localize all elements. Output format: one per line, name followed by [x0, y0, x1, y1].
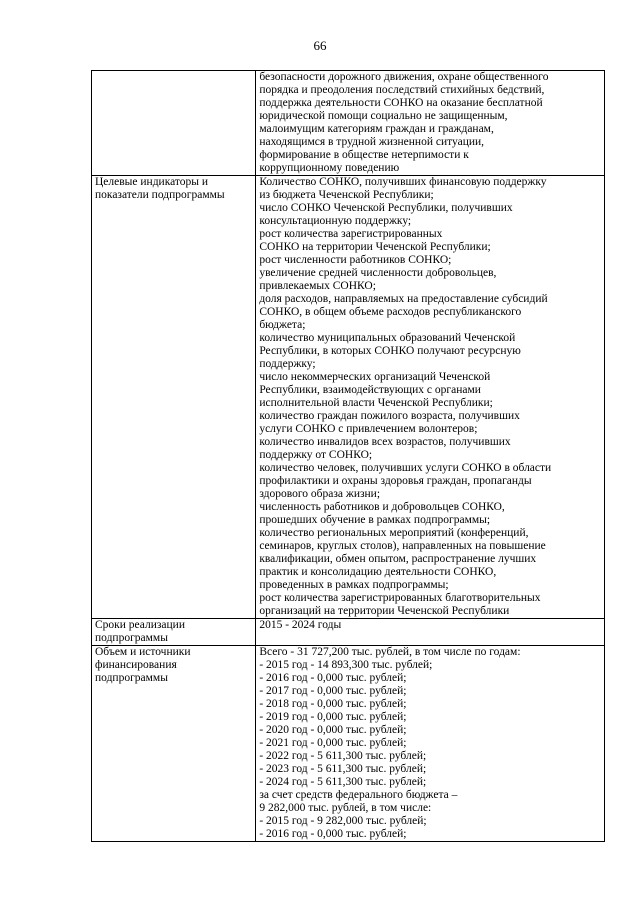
content-line: семинаров, круглых столов), направленных на повышение [259, 540, 546, 552]
row-label-line: Целевые индикаторы и [95, 176, 209, 188]
content-line: - 2021 год - 0,000 тыс. рублей; [259, 737, 407, 749]
row-label-line: подпрограммы [95, 632, 168, 644]
content-line: рост количества зарегистрированных благотворительных [259, 592, 541, 604]
content-line: прошедших обучение в рамках подпрограммы; [259, 514, 491, 526]
content-line: - 2022 год - 5 611,300 тыс. рублей; [259, 750, 427, 762]
content-line: - 2020 год - 0,000 тыс. рублей; [259, 724, 407, 736]
content-line: Республики, в которых СОНКО получают ресурсную [259, 345, 521, 357]
row-label-cell [92, 176, 256, 619]
passport-table-body [92, 71, 605, 842]
row-content-cell [256, 619, 605, 646]
content-line: число СОНКО Чеченской Республики, получивших [259, 202, 513, 214]
content-line: организаций на территории Чеченской Республики [259, 605, 510, 617]
content-line: количество региональных мероприятий (конференций, [259, 527, 529, 539]
content-line: за счет средств федерального бюджета – [259, 789, 458, 801]
content-line: численность работников и добровольцев СОНКО, [259, 501, 505, 513]
content-line: рост количества зарегистрированных [259, 228, 443, 240]
row-label-cell [92, 619, 256, 646]
content-line: - 2019 год - 0,000 тыс. рублей; [259, 711, 407, 723]
content-line: СОНКО на территории Чеченской Республики; [259, 241, 491, 253]
content-line: профилактики и охраны здоровья граждан, пропаганды [259, 475, 532, 487]
content-line: 9 282,000 тыс. рублей, в том числе: [259, 802, 432, 814]
content-line: поддержку от СОНКО; [259, 449, 373, 461]
content-line: - 2015 год - 14 893,300 тыс. рублей; [259, 659, 433, 671]
content-line: поддержку; [259, 358, 316, 370]
content-line: привлекаемых СОНКО; [259, 280, 376, 292]
content-line: услуги СОНКО с привлечением волонтеров; [259, 423, 478, 435]
target-indicators-row [92, 176, 605, 619]
content-line: - 2023 год - 5 611,300 тыс. рублей; [259, 763, 427, 775]
content-line: - 2017 год - 0,000 тыс. рублей; [259, 685, 407, 697]
content-line: формирование в обществе нетерпимости к [259, 149, 469, 161]
row-content-cell [256, 71, 605, 176]
content-line: находящимся в трудной жизненной ситуации, [259, 136, 485, 148]
content-line: поддержка деятельности СОНКО на оказание бесплатной [259, 97, 543, 109]
content-line: коррупционному поведению [259, 162, 400, 174]
content-line: исполнительной власти Чеченской Республики; [259, 397, 493, 409]
row-label-line: подпрограммы [95, 672, 168, 684]
implementation-period-row [92, 619, 605, 646]
content-line: здорового образа жизни; [259, 488, 381, 500]
content-line: - 2016 год - 0,000 тыс. рублей; [259, 672, 407, 684]
continuation-row [92, 71, 605, 176]
content-line: Всего - 31 727,200 тыс. рублей, в том числе по годам: [259, 646, 521, 658]
content-line: количество граждан пожилого возраста, получивших [259, 410, 520, 422]
content-line: Республики, взаимодействующих с органами [259, 384, 481, 396]
content-line: практик и консолидацию деятельности СОНКО, [259, 566, 497, 578]
content-line: - 2018 год - 0,000 тыс. рублей; [259, 698, 407, 710]
content-line: малоимущим категориям граждан и гражданам, [259, 123, 494, 135]
content-line: рост численности работников СОНКО; [259, 254, 452, 266]
content-line: - 2015 год - 9 282,000 тыс. рублей; [259, 815, 427, 827]
row-label-cell [92, 646, 256, 842]
content-line: бюджета; [259, 319, 306, 331]
content-line: Количество СОНКО, получивших финансовую поддержку [259, 176, 547, 188]
content-line: проведенных в рамках подпрограммы; [259, 579, 449, 591]
row-content-cell [256, 176, 605, 619]
row-label-line: Сроки реализации [95, 619, 185, 631]
content-line: порядка и преодоления последствий стихийных бедствий, [259, 84, 545, 96]
funding-row [92, 646, 605, 842]
content-line: увеличение средней численности добровольцев, [259, 267, 497, 279]
content-line: 2015 - 2024 годы [259, 619, 342, 631]
content-line: - 2016 год - 0,000 тыс. рублей; [259, 828, 407, 840]
content-line: количество муниципальных образований Чеченской [259, 332, 516, 344]
content-line: юридической помощи социально не защищенным, [259, 110, 508, 122]
content-line: СОНКО, в общем объеме расходов республиканского [259, 306, 522, 318]
content-line: количество человек, получивших услуги СОНКО в области [259, 462, 552, 474]
content-line: - 2024 год - 5 611,300 тыс. рублей; [259, 776, 427, 788]
row-label-cell [92, 71, 256, 176]
content-line: число некоммерческих организаций Чеченской [259, 371, 491, 383]
content-line: консультационную поддержку; [259, 215, 412, 227]
content-line: доля расходов, направляемых на предоставление субсидий [259, 293, 548, 305]
row-label-line: финансирования [95, 659, 177, 671]
content-line: из бюджета Чеченской Республики; [259, 189, 434, 201]
row-label-line: показатели подпрограммы [95, 189, 225, 201]
content-line: безопасности дорожного движения, охране общественного [259, 71, 549, 83]
content-line: квалификации, обмен опытом, распространение лучших [259, 553, 537, 565]
row-content-cell [256, 646, 605, 842]
subprogram-passport-table [91, 70, 605, 842]
page-number: 66 [313, 38, 327, 53]
content-line: количество инвалидов всех возрастов, получивших [259, 436, 511, 448]
row-label-line: Объем и источники [95, 646, 191, 658]
